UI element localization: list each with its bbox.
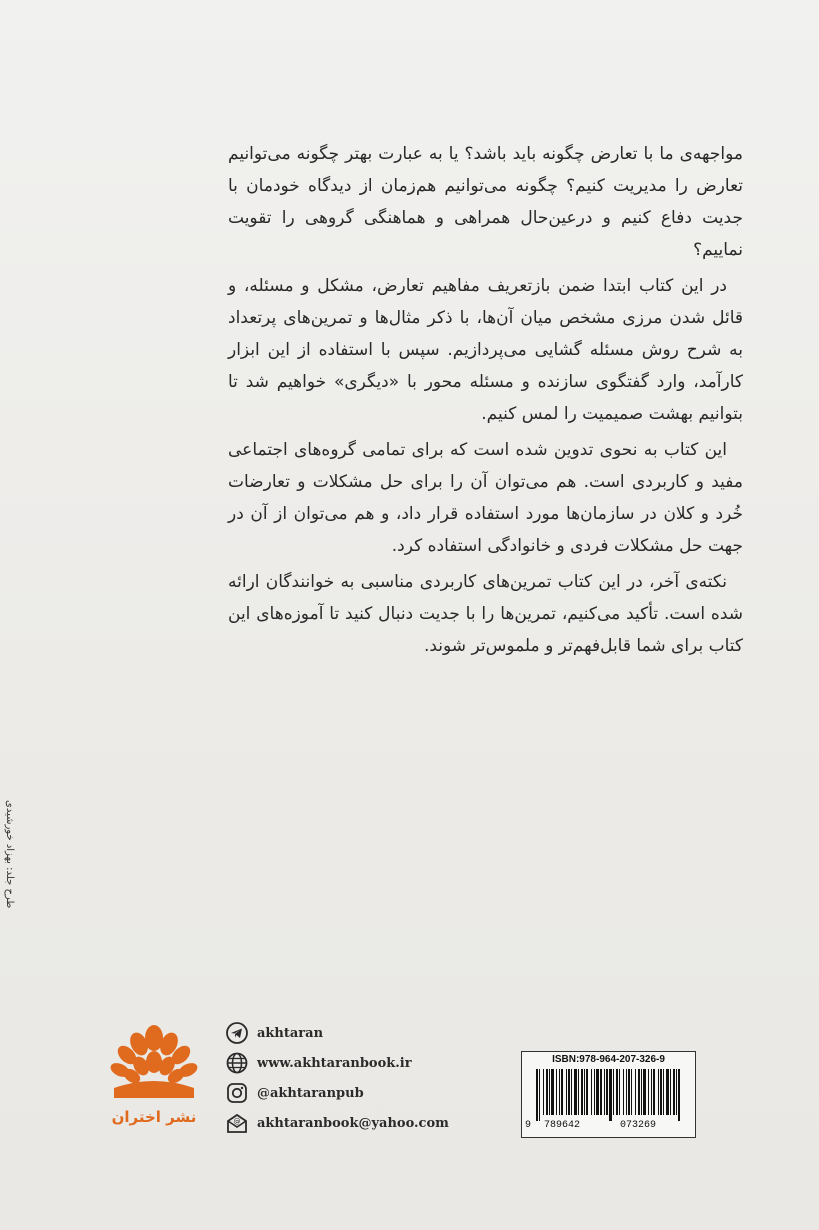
- barcode-bar: [594, 1069, 595, 1115]
- barcode-bar: [546, 1069, 548, 1115]
- barcode-digit-first: 9: [525, 1120, 532, 1131]
- paragraph: مواجهه‌ی ما با تعارض چگونه باید باشد؟ یا به عبارت بهتر چگونه می‌توانیم تعارض را مدیریت کنیم؟ چگونه می‌توانیم هم‌زمان از دیدگاه خودمان با جدیت دفاع کنیم و درعین‌حال همراهی و هماهنگی گروهی را تقویت نماییم؟: [228, 144, 743, 260]
- contact-row: [226, 1048, 486, 1078]
- cover-designer-credit: طرح جلد: بهزاد خورشیدی: [4, 800, 15, 909]
- telegram-handle[interactable]: akhtaran: [257, 1025, 324, 1041]
- instagram-icon: [226, 1082, 248, 1104]
- paragraph: نکته‌ی آخر، در این کتاب تمرین‌های کاربردی مناسبی به خوانندگان ارائه شده است. تأکید می‌کنیم، تمرین‌ها را با جدیت دنبال کنید تا آموزه‌های این کتاب برای شما قابل‌فهم‌تر و ملموس‌تر شوند.: [228, 572, 743, 656]
- website-link[interactable]: www.akhtaranbook.ir: [257, 1055, 412, 1071]
- instagram-handle[interactable]: @akhtaranpub: [257, 1085, 364, 1101]
- telegram-icon: [226, 1022, 248, 1044]
- barcode-digits-right: 073269: [620, 1120, 657, 1131]
- barcode-bar: [628, 1069, 630, 1115]
- barcode-bar: [549, 1069, 550, 1115]
- barcode-bar: [604, 1069, 605, 1115]
- barcode-bar: [556, 1069, 557, 1115]
- barcode-bar: [673, 1069, 675, 1115]
- barcode-bar: [619, 1069, 620, 1115]
- paragraph: این کتاب به نحوی تدوین شده است که برای تمامی گروه‌های اجتماعی مفید و کاربردی است. هم می‌توان آن را برای حل مشکلات و تعارضات خُرد و کلان در سازمان‌ها مورد استفاده قرار داد، و هم می‌توان از آن در جهت حل مشکلات فردی و خانوادگی استفاده کرد.: [228, 440, 743, 556]
- barcode-bar: [651, 1069, 652, 1115]
- barcode-bar: [566, 1069, 567, 1115]
- barcode-bar: [638, 1069, 640, 1115]
- barcode-bar: [635, 1069, 636, 1115]
- barcode-bar: [658, 1069, 659, 1115]
- publisher-name: نشر اختران: [111, 1108, 197, 1126]
- barcode-bar: [539, 1069, 540, 1121]
- paragraph: در این کتاب ابتدا ضمن بازتعریف مفاهیم تعارض، مشکل و مسئله، و قائل شدن مرزی مشخص میان آن‌ها، با ذکر مثال‌ها و تمرین‌های پرتعداد به شرح روش مسئله گشایی می‌پردازیم. سپس با استفاده از این ابزار کارآمد، وارد گفتگوی سازنده و مسئله محور با «دیگری» خواهیم شد تا بتوانیم بهشت صمیمیت را لمس کنیم.: [228, 276, 743, 424]
- contact-row: [226, 1078, 486, 1108]
- barcode-bar: [676, 1069, 677, 1115]
- barcode-bar: [581, 1069, 583, 1115]
- publisher-logo-icon: [108, 1022, 200, 1102]
- barcode-bar: [606, 1069, 608, 1115]
- barcode-bar: [586, 1069, 588, 1115]
- barcode-bar: [613, 1069, 614, 1115]
- barcode-bar: [568, 1069, 570, 1115]
- globe-icon: [226, 1052, 248, 1074]
- barcode-bar: [591, 1069, 592, 1115]
- barcode-bar: [623, 1069, 624, 1115]
- contact-row: [226, 1018, 486, 1048]
- barcode-bar: [600, 1069, 602, 1115]
- barcode-bar: [596, 1069, 599, 1115]
- barcode-bar: [543, 1069, 544, 1115]
- barcode-bar: [660, 1069, 662, 1115]
- barcode-bar: [574, 1069, 577, 1115]
- barcode-bar: [616, 1069, 618, 1115]
- barcode-digits-left: 789642: [544, 1120, 581, 1131]
- barcode-bar: [641, 1069, 642, 1115]
- barcode-bar: [559, 1069, 560, 1115]
- email-address[interactable]: akhtaranbook@yahoo.com: [257, 1115, 449, 1131]
- barcode-bar: [578, 1069, 579, 1115]
- barcode-bar: [631, 1069, 632, 1115]
- isbn-label: ISBN:978-964-207-326-9: [552, 1054, 665, 1065]
- barcode-bar: [561, 1069, 563, 1115]
- svg-text:@: @: [233, 1117, 241, 1126]
- barcode-bar: [678, 1069, 680, 1121]
- barcode-bar: [551, 1069, 554, 1115]
- barcode-bar: [663, 1069, 664, 1115]
- barcode-bar: [670, 1069, 671, 1115]
- barcode-bar: [666, 1069, 669, 1115]
- barcode-bar: [584, 1069, 585, 1115]
- barcode-bar: [609, 1069, 612, 1121]
- contact-list: [226, 1018, 486, 1138]
- isbn-barcode: [521, 1051, 696, 1138]
- contact-row: [226, 1108, 486, 1138]
- blurb-text: [228, 138, 743, 666]
- barcode-bar: [643, 1069, 646, 1115]
- email-icon: [226, 1112, 248, 1134]
- barcode-bar: [626, 1069, 627, 1115]
- barcode-bars: [528, 1069, 689, 1121]
- barcode-bar: [653, 1069, 655, 1115]
- barcode-bar: [571, 1069, 572, 1115]
- barcode-bar: [648, 1069, 649, 1115]
- barcode-bar: [536, 1069, 538, 1121]
